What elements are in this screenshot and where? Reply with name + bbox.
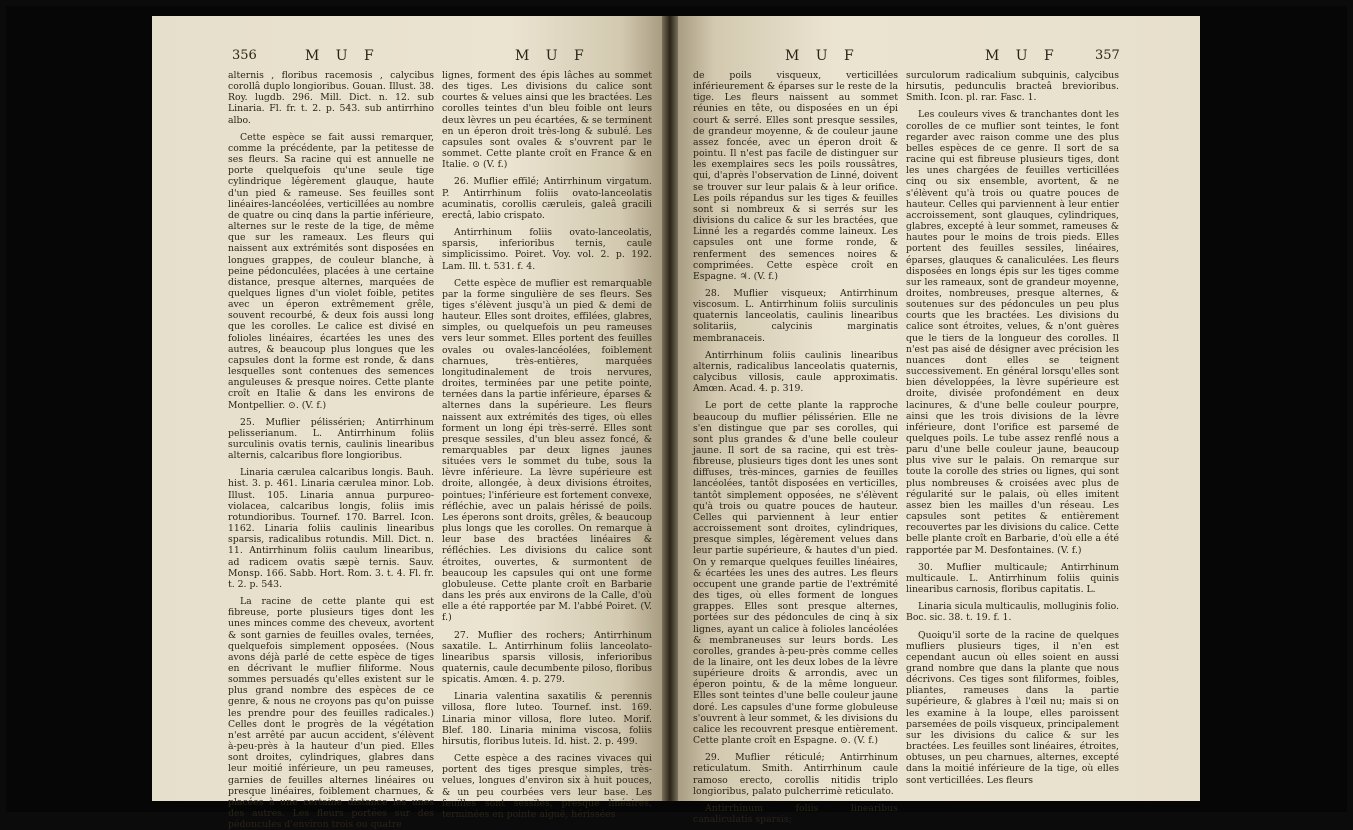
right-page-number: 357	[1095, 48, 1120, 63]
paragraph: Antirrhinum foliis linearibus canaliculatis sparsis;	[693, 802, 898, 825]
paragraph: Cette espèce a des racines vivaces qui portent des tiges presque simples, très-velues, longues d'environ six à huit pouces, & un peu courbées vers leur base. Les feuilles sont sessiles, presque linéaires, terminées en pointe aiguë, hérissées	[442, 753, 652, 820]
paragraph: Antirrhinum foliis ovato-lanceolatis, sparsis, inferioribus ternis, caule simplicissimo. Poiret. Voy. vol. 2. p. 192. Lam. Ill. t. 531. f. 4.	[442, 227, 652, 272]
paragraph: surculorum radicalium subquinis, calycibus hirsutis, pedunculis bracteâ brevioribus. Smith. Icon. pl. rar. Fasc. 1.	[906, 70, 1119, 104]
left-page-number: 356	[232, 48, 257, 63]
right-column-2	[906, 70, 1119, 786]
paragraph: 27. Muflier des rochers; Antirrhinum saxatile. L. Antirrhinum foliis lanceolato-linearibus sparsis villosis, inferioribus quaternis, caule decumbente piloso, floribus spicatis. Amœn. 4. p. 279.	[442, 629, 652, 686]
left-running-head-1: M U F	[305, 48, 380, 64]
paragraph: Les couleurs vives & tranchantes dont les corolles de ce muflier sont teintes, le font regarder avec raison comme une des plus belles espèces de ce genre. Il sort de sa racine qui est fibreuse plusieurs tiges, dont les unes chargées de feuilles verticillées cinq ou six ensemble, avortent, & ne s'élèvent qu'à trois ou quatre pouces de hauteur. Celles qui parviennent à leur entier accroissement, sont glauques, cylindriques, glabres, excepté à leur sommet, rameuses & hautes pour le moins de trois pieds. Elles portent des feuilles sessiles, linéaires, éparses, glauques & canaliculées. Les fleurs disposées en longs épis sur les tiges comme sur les rameaux, sont de grandeur moyenne, droites, nombreuses, presque alternes, & soutenues sur des pédoncules un peu plus courts que les bractées. Les divisions du calice sont étroites, velues, & n'ont guères que le tiers de la longueur des corolles. Il n'est pas aisé de désigner avec précision les nuances dont elles se teignent successivement. En général lorsqu'elles sont bien développées, la lèvre supérieure est droite, divisée profondément en deux lacinures, & d'une belle couleur pourpre, ainsi que les trois divisions de la lèvre inférieure, dont l'orifice est parsemé de quelques poils. Le tube assez renflé nous a paru d'une belle couleur jaune, beaucoup plus vive sur le palais. On remarque sur toute la corolle des stries ou lignes, qui sont plus nombreuses & croisées avec plus de régularité sur le palais, où elles imitent assez bien les mailles d'un réseau. Les capsules sont petites & entièrement recouvertes par les divisions du calice. Cette belle plante croît en Barbarie, d'où elle a été rapportée par M. Desfontaines. (V. f.)	[906, 109, 1119, 556]
paragraph: Linaria sicula multicaulis, molluginis folio. Boc. sic. 38. t. 19. f. 1.	[906, 601, 1119, 624]
paragraph: 30. Muflier multicaule; Antirrhinum multicaule. L. Antirrhinum foliis quinis linearibus carnosis, floribus capitatis. L.	[906, 561, 1119, 596]
paragraph: La racine de cette plante qui est fibreuse, porte plusieurs tiges dont les unes minces comme des cheveux, avortent & sont garnies de feuilles ovales, ternées, quelquefois simplement opposées. (Nous avons déjà parlé de cette espèce de tiges en décrivant le muflier filiforme. Nous sommes persuadés qu'elles existent sur le plus grand nombre des espèces de ce genre, & nous ne croyons pas qu'on puisse les prendre pour des feuilles radicales.) Celles dont le progrès de la végétation n'est arrêté par aucun accident, s'élèvent à-peu-près à la hauteur d'un pied. Elles sont droites, cylindriques, glabres dans leur moitié inférieure, un peu rameuses, garnies de feuilles alternes linéaires ou presque linéaires, foiblement charnues, & placées à une certaine distance les unes des autres. Les fleurs portées sur des pédoncules d'environ trois ou quatre	[228, 596, 434, 830]
left-column-2	[442, 70, 652, 820]
left-running-head-2: M U F	[515, 48, 590, 64]
paragraph: Le port de cette plante la rapproche beaucoup du muflier pélissérien. Elle ne s'en distingue que par ses corolles, qui sont plus grandes & d'une belle couleur jaune. Il sort de sa racine, qui est très-fibreuse, plusieurs tiges dont les unes sont diffuses, très-minces, garnies de feuilles lancéolées, tantôt disposées en verticilles, tantôt simplement opposées, ne s'élèvent qu'à trois ou quatre pouces de hauteur. Celles qui parviennent à leur entier accroissement sont droites, cylindriques, presque simples, légèrement velues dans leur partie supérieure, & hautes d'un pied. On y remarque quelques feuilles linéaires, & écartées les unes des autres. Les fleurs occupent une grande partie de l'extrémité des tiges, où elles forment de longues grappes. Elles sont presque alternes, portées sur des pédoncules de cinq à six lignes, ayant un calice à folioles lancéolées & membraneuses sur leurs bords. Les corolles, grandes à-peu-près comme celles de la linaire, ont les deux lobes de la lèvre supérieure droits & arrondis, avec un éperon pointu, & de la même longueur. Elles sont teintes d'une belle couleur jaune doré. Les capsules d'une forme globuleuse s'ouvrent à leur sommet, & les divisions du calice les recouvrent presque entièrement. Cette plante croît en Espagne. ⊙. (V. f.)	[693, 400, 898, 747]
paragraph: lignes, forment des épis lâches au sommet des tiges. Les divisions du calice sont courtes & velues ainsi que les bractées. Les corolles teintes d'un bleu foible ont leurs deux lèvres un peu écartées, & se terminent en un éperon droit très-long & subulé. Les capsules sont ovales & s'ouvrent par le sommet. Cette plante croît en France & en Italie. ⊙ (V. f.)	[442, 70, 652, 171]
book-gutter	[662, 16, 678, 801]
paragraph: de poils visqueux, verticillées inférieurement & éparses sur le reste de la tige. Les fleurs naissent au sommet réunies en tête, ou disposées en un épi court & serré. Elles sont presque sessiles, de grandeur moyenne, & de couleur jaune assez foncée, avec un éperon droit & pointu. Il n'est pas facile de distinguer sur les exemplaires secs les poils roussâtres, qui, d'après l'observation de Linné, doivent se trouver sur leur palais & à leur orifice. Les poils répandus sur les tiges & feuilles sont si nombreux & si serrés sur les divisions du calice & sur les bractées, que Linné les a regardés comme laineux. Les capsules ont une forme ronde, & renferment des semences noires & comprimées. Cette espèce croît en Espagne. ♃. (V. f.)	[693, 70, 898, 282]
paragraph: Linaria cærulea calcaribus longis. Bauh. hist. 3. p. 461. Linaria cærulea minor. Lob. Illust. 105. Linaria annua purpureo-violacea, calcaribus longis, foliis imis rotundioribus. Tournef. 170. Barrel. Icon. 1162. Linaria foliis caulinis linearibus sparsis, radicalibus rotundis. Mill. Dict. n. 11. Antirrhinum foliis caulum linearibus, ad radicem ovatis sæpè ternis. Sauv. Monsp. 166. Sabb. Hort. Rom. 3. t. 4. Fl. fr. t. 2. p. 543.	[228, 467, 434, 590]
left-column-1	[228, 70, 434, 830]
paragraph: 28. Muflier visqueux; Antirrhinum viscosum. L. Antirrhinum foliis surculinis quaternis lanceolatis, caulinis linearibus solitariis, calycinis marginatis membranaceis.	[693, 287, 898, 344]
paragraph: alternis , floribus racemosis , calycibus corollâ duplo longioribus. Gouan. Illust. 38. Roy. lugdb. 296. Mill. Dict. n. 12. sub Linaria. Fl. fr. t. 2. p. 543. sub antirrhino albo.	[228, 70, 434, 126]
paragraph: 29. Muflier réticulé; Antirrhinum reticulatum. Smith. Antirrhinum caule ramoso erecto, corollis nitidis triplo longioribus, palato pulcherrimè reticulato.	[693, 752, 898, 797]
right-running-head-1: M U F	[785, 48, 860, 64]
paragraph: Cette espèce de muflier est remarquable par la forme singulière de ses fleurs. Ses tiges s'élèvent jusqu'à un pied & demi de hauteur. Elles sont droites, effilées, glabres, simples, ou quelquefois un peu rameuses vers leur sommet. Elles portent des feuilles ovales ou ovales-lancéolées, foiblement charnues, très-entières, marquées longitudinalement de trois nervures, droites, terminées par une petite pointe, ternées dans la partie inférieure, éparses & alternes dans la supérieure. Les fleurs naissent aux extrémités des tiges, où elles forment un long épi très-serré. Elles sont presque sessiles, d'un bleu assez foncé, & remarquables par deux lignes jaunes situées vers le sommet du tube, sous la lèvre inférieure. La lèvre supérieure est droite, allongée, à deux divisions étroites, pointues; l'inférieure est fortement convexe, réfléchie, avec un palais hérissé de poils. Les éperons sont droits, grêles, & beaucoup plus longs que les corolles. On remarque à leur base des bractées linéaires & réfléchies. Les divisions du calice sont étroites, ouvertes, & surmontent de beaucoup les capsules qui ont une forme globuleuse. Cette plante croît en Barbarie dans les prés aux environs de la Calle, d'où elle a été rapportée par M. l'abbé Poiret. (V. f.)	[442, 277, 652, 624]
paragraph: Linaria valentina saxatilis & perennis villosa, flore luteo. Tournef. inst. 169. Linaria minor villosa, flore luteo. Morif. Blef. 180. Linaria minima viscosa, foliis hirsutis, floribus luteis. Id. hist. 2. p. 499.	[442, 691, 652, 747]
right-column-1	[693, 70, 898, 825]
paragraph: Quoiqu'il sorte de la racine de quelques mufliers plusieurs tiges, il n'en est cependant aucun où elles soient en aussi grand nombre que dans la plante que nous décrivons. Ces tiges sont filiformes, foibles, pliantes, rameuses dans la partie supérieure, & glabres à l'œil nu; mais si on les examine à la loupe, elles paroissent parsemées de poils visqueux, principalement sur les divisions du calice & sur les bractées. Les feuilles sont linéaires, étroites, obtuses, un peu charnues, alternes, excepté dans la moitié inférieure de la tige, où elles sont verticillées. Les fleurs	[906, 629, 1119, 786]
paragraph: Antirrhinum foliis caulinis linearibus alternis, radicalibus lanceolatis quaternis, calycibus villosis, caule approximatis. Amœn. Acad. 4. p. 319.	[693, 349, 898, 395]
right-running-head-2: M U F	[985, 48, 1060, 64]
paragraph: 25. Muflier pélissérien; Antirrhinum pelisserianum. L. Antirrhinum foliis surculinis ovatis ternis, caulinis linearibus alternis, calcaribus flore longioribus.	[228, 416, 434, 462]
paragraph: 26. Muflier effilé; Antirrhinum virgatum. P. Antirrhinum foliis ovato-lanceolatis acuminatis, corollis cæruleis, galeâ gracili erectâ, labio crispato.	[442, 176, 652, 221]
paragraph: Cette espèce se fait aussi remarquer, comme la précédente, par la petitesse de ses fleurs. Sa racine qui est annuelle ne porte quelquefois qu'une seule tige cylindrique légèrement glauque, haute d'un pied & rameuse. Ses feuilles sont linéaires-lancéolées, verticillées au nombre de quatre ou cinq dans la partie inférieure, alternes sur le reste de la tige, de même que sur les rameaux. Les fleurs qui naissent aux extrémités sont disposées en longues grappes, de couleur blanche, à peine pédonculées, placées à une certaine distance, presque alternes, marquées de quelques lignes d'un violet foible, petites avec un éperon extrêmement grêle, souvent recourbé, & deux fois aussi long que les corolles. Le calice est divisé en folioles linéaires, écartées les unes des autres, & beaucoup plus longues que les capsules dont la forme est ronde, & dans lesquelles sont contenues des semences anguleuses & presque noires. Cette plante croît en Italie & dans les environs de Montpellier. ⊙. (V. f.)	[228, 131, 434, 411]
